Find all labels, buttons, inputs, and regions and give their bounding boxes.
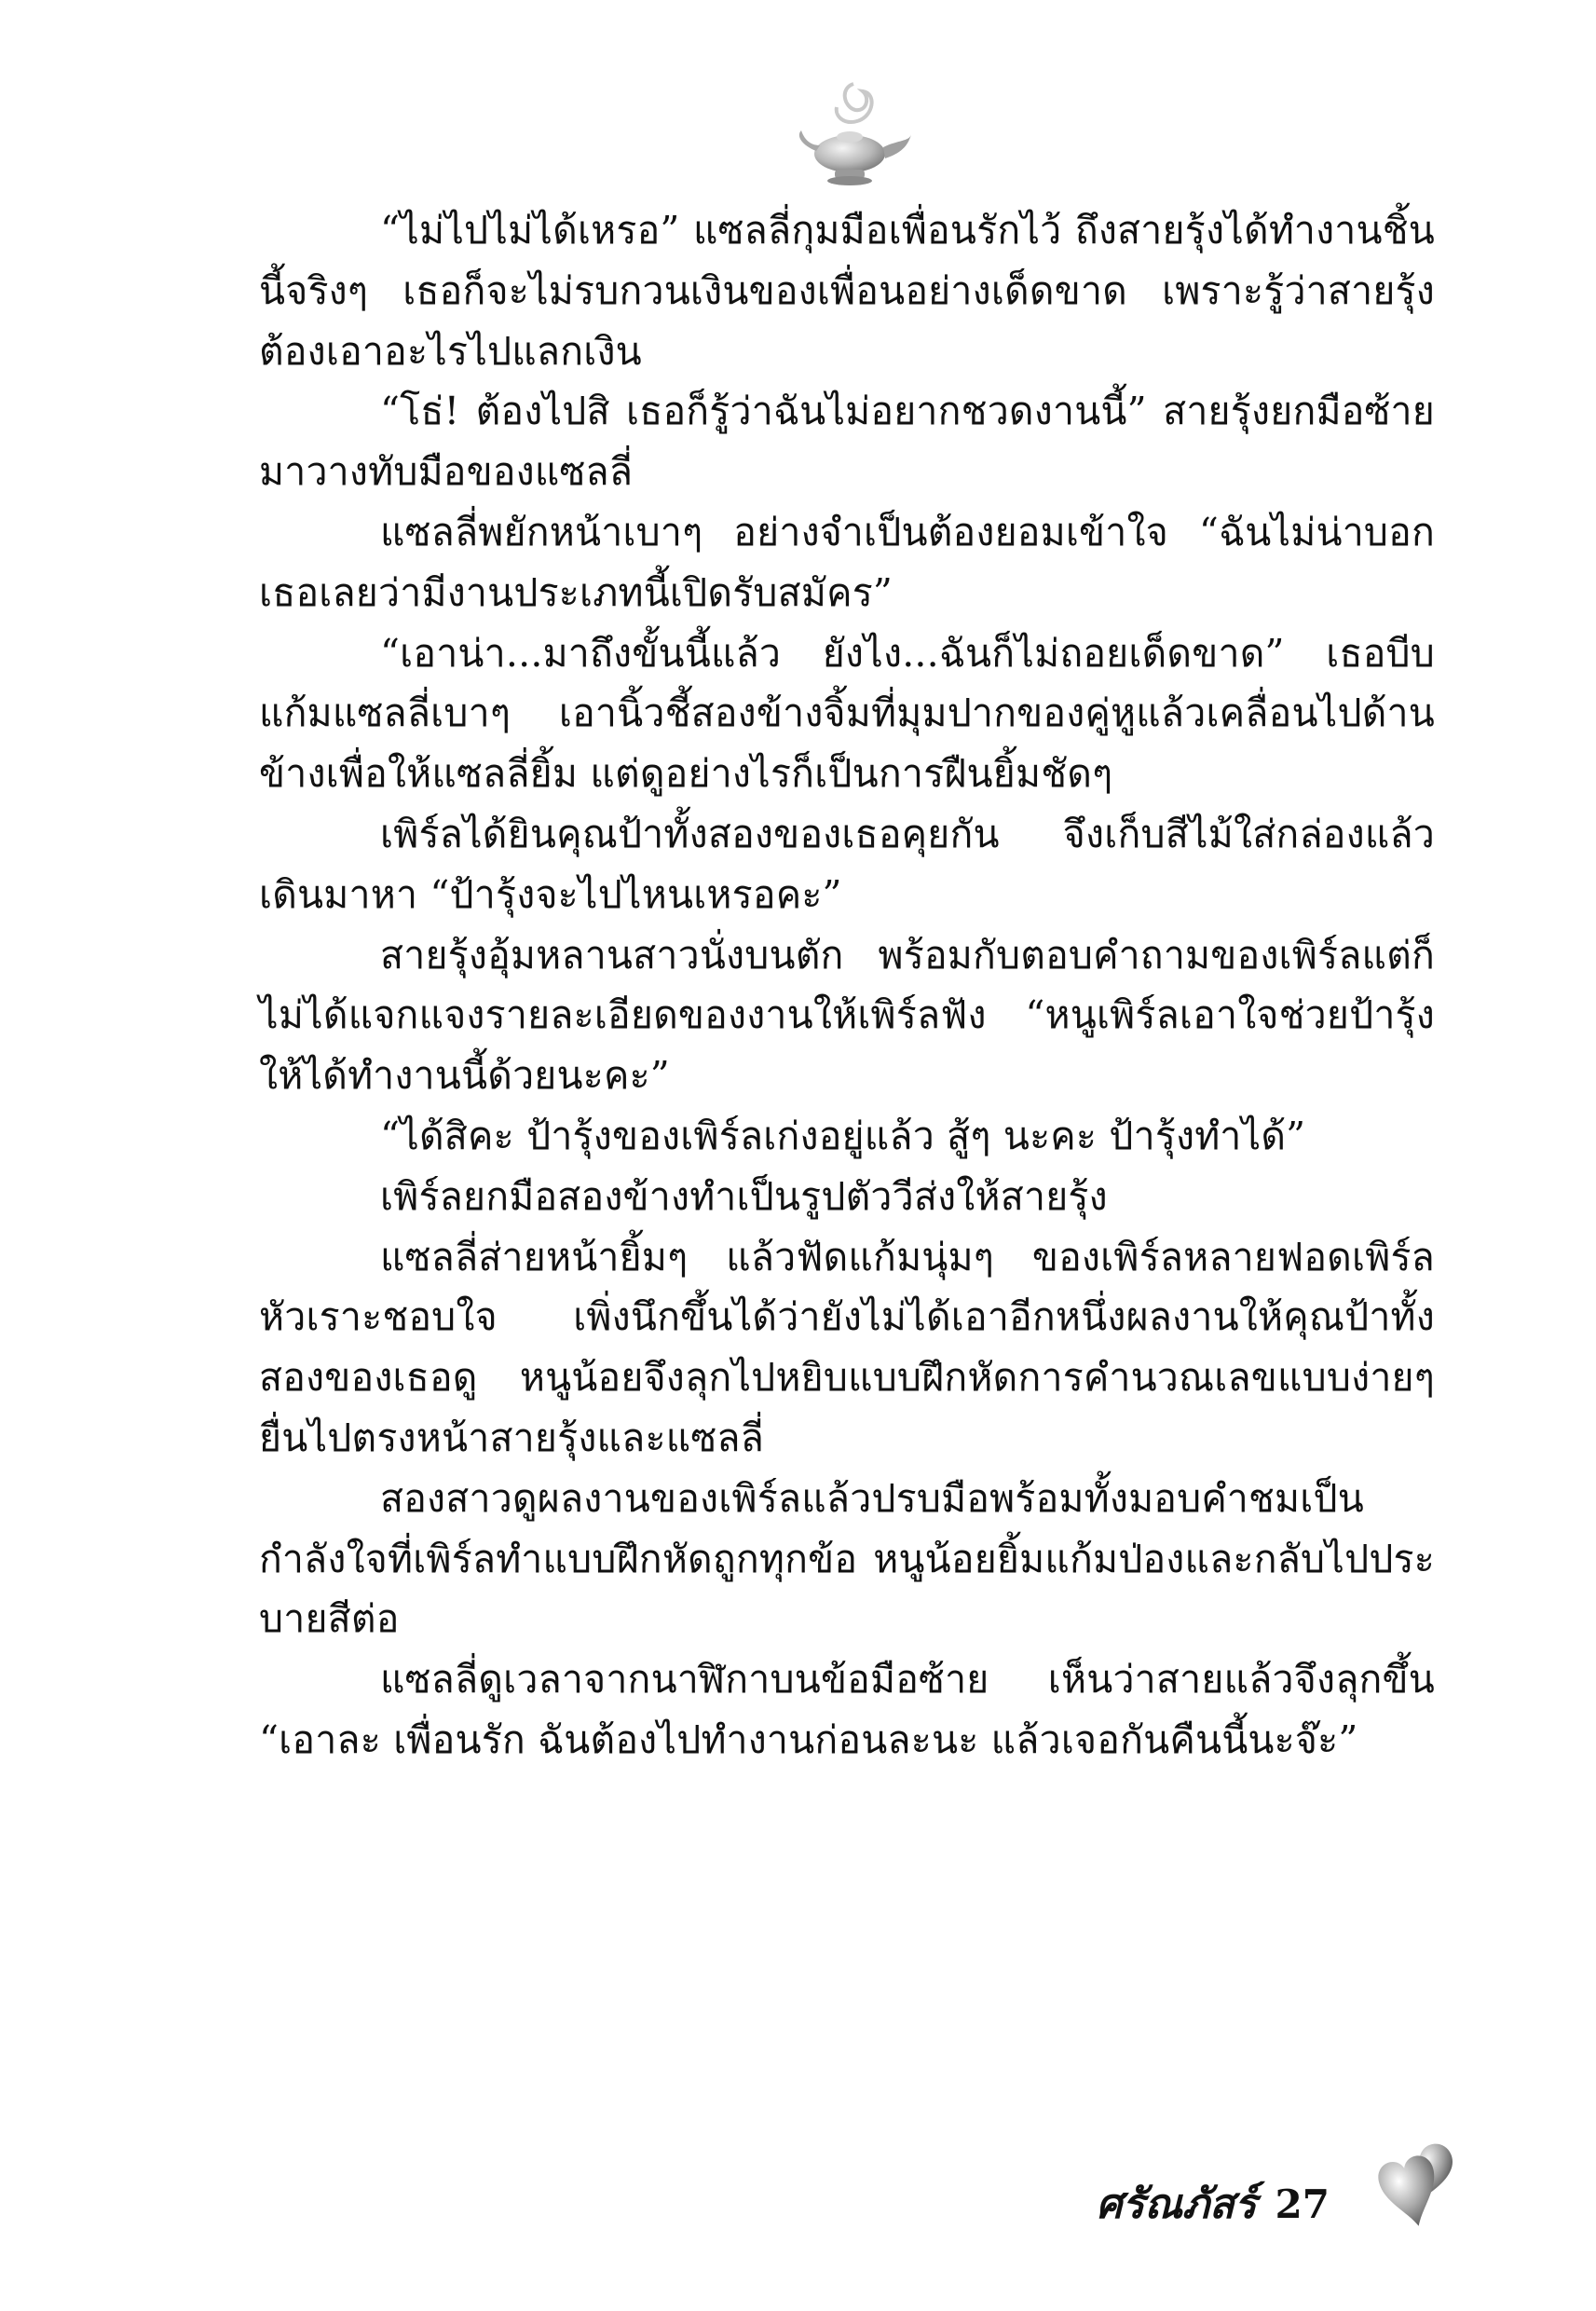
paragraph: แซลลี่ดูเวลาจากนาฬิกาบนข้อมือซ้าย เห็นว่าสายแล้วจึงลุกขึ้น “เอาละ เพื่อนรัก ฉันต้องไปทำงานก่อนละนะ แล้วเจอกันคืนนี้นะจ๊ะ” — [259, 1657, 1435, 1762]
paragraph: เพิร์ลยกมือสองข้างทำเป็นรูปตัววีส่งให้สายรุ้ง — [380, 1173, 1108, 1219]
paragraph: “ได้สิคะ ป้ารุ้งของเพิร์ลเก่งอยู่แล้ว สู้ๆ นะคะ ป้ารุ้งทำได้” — [380, 1113, 1306, 1158]
paragraph: สายรุ้งอุ้มหลานสาวนั่งบนตัก พร้อมกับตอบคำถามของเพิร์ลแต่ก็ไม่ได้แจกแจงรายละเอียดของงานให้เพิร์ลฟัง “หนูเพิร์ลเอาใจช่วยป้ารุ้งให้ได้ทำงานนี้ด้วยนะคะ” — [259, 932, 1435, 1099]
page-footer — [1097, 2115, 1466, 2255]
genie-lamp-icon — [788, 65, 919, 196]
hearts-icon — [1344, 2125, 1466, 2246]
page-number: 27 — [1275, 2181, 1330, 2227]
paragraph: แซลลี่ส่ายหน้ายิ้มๆ แล้วฟัดแก้มนุ่มๆ ของเพิร์ลหลายฟอดเพิร์ลหัวเราะชอบใจ เพิ่งนึกขึ้นได้ว่ายังไม่ได้เอาอีกหนึ่งผลงานให้คุณป้าทั้งสองของเธอดู หนูน้อยจึงลุกไปหยิบแบบฝึกหัดการคำนวณเลขแบบง่ายๆ ยื่นไปตรงหน้าสายรุ้งและแซลลี่ — [259, 1234, 1435, 1460]
author-name: ศรัณภัสร์ — [1096, 2181, 1257, 2228]
paragraph: เพิร์ลได้ยินคุณป้าทั้งสองของเธอคุยกัน จึงเก็บสีไม้ใส่กล่องแล้วเดินมาหา “ป้ารุ้งจะไปไหนเหรอคะ” — [259, 811, 1435, 917]
paragraph: แซลลี่พยักหน้าเบาๆ อย่างจำเป็นต้องยอมเข้าใจ “ฉันไม่น่าบอกเธอเลยว่ามีงานประเภทนี้เปิดรับสมัคร” — [259, 509, 1435, 615]
paragraph: สองสาวดูผลงานของเพิร์ลแล้วปรบมือพร้อมทั้งมอบคำชมเป็นกำลังใจที่เพิร์ลทำแบบฝึกหัดถูกทุกข้อ หนูน้อยยิ้มแก้มป่องและกลับไปประบายสีต่อ — [259, 1475, 1435, 1642]
paragraph: “โธ่! ต้องไปสิ เธอก็รู้ว่าฉันไม่อยากชวดงานนี้” สายรุ้งยกมือซ้ายมาวางทับมือของแซลลี่ — [259, 389, 1435, 495]
paragraph: “เอาน่า...มาถึงขั้นนี้แล้ว ยังไง...ฉันก็ไม่ถอยเด็ดขาด” เธอบีบแก้มแซลลี่เบาๆ เอานิ้วชี้สองข้างจิ้มที่มุมปากของคู่หูแล้วเคลื่อนไปด้านข้างเพื่อให้แซลลี่ยิ้ม แต่ดูอย่างไรก็เป็นการฝืนยิ้มชัดๆ — [259, 630, 1435, 797]
paragraph: “ไม่ไปไม่ได้เหรอ” แซลลี่กุมมือเพื่อนรักไว้ ถึงสายรุ้งได้ทำงานชิ้นนี้จริงๆ เธอก็จะไม่รบกวนเงินของเพื่อนอย่างเด็ดขาด เพราะรู้ว่าสายรุ้งต้องเอาอะไรไปแลกเงิน — [259, 208, 1435, 374]
page-body — [259, 200, 1435, 1771]
